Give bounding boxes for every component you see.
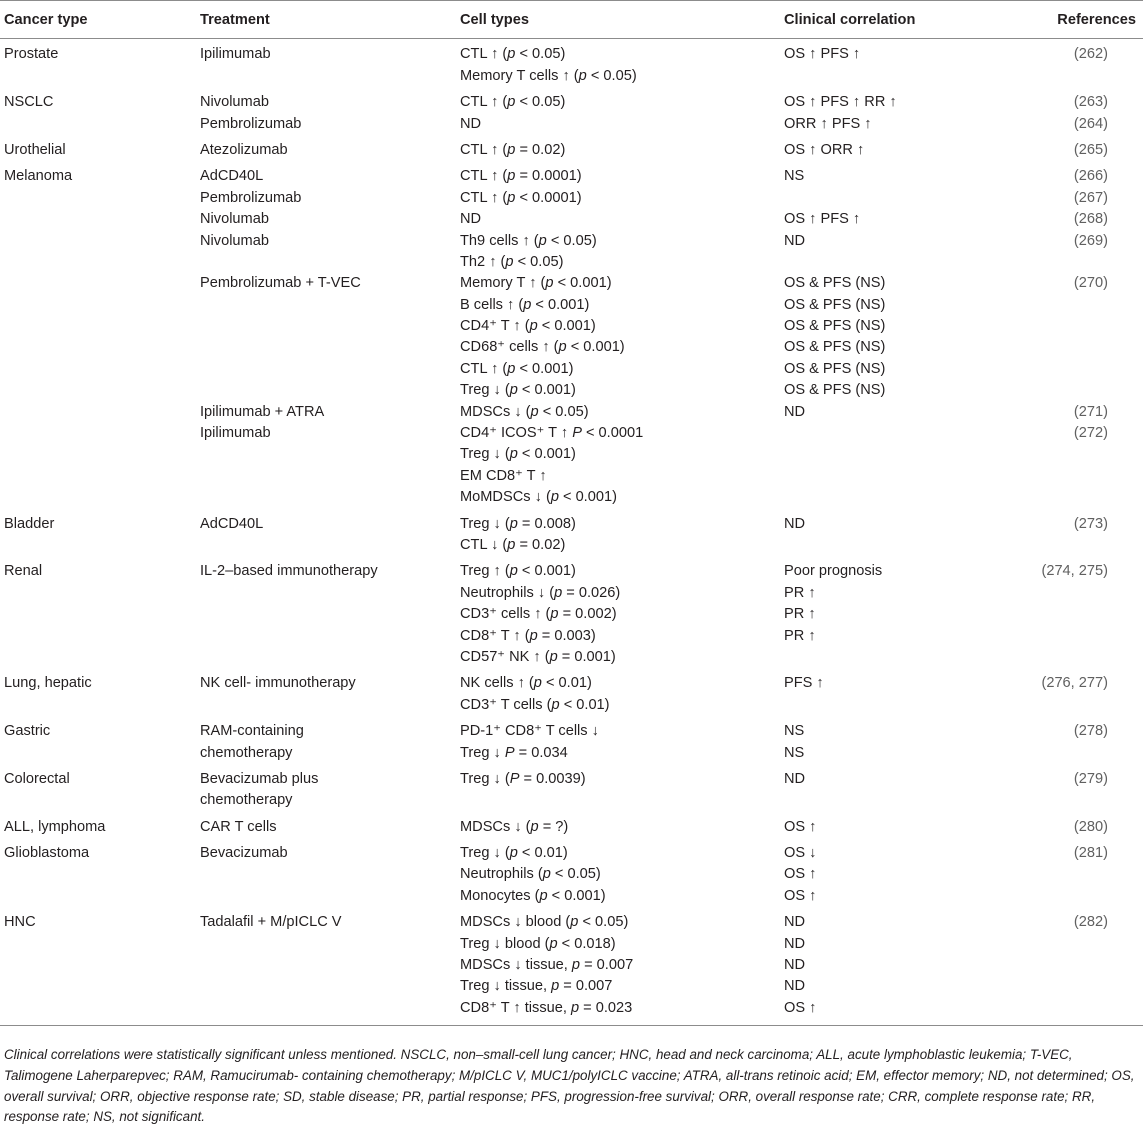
references-line [1024, 583, 1108, 604]
clinical-correlation-line: OS ↑ [784, 999, 817, 1016]
cell-types-line: CTL ↑ (p = 0.0001) [460, 168, 582, 185]
cell-types-line: CTL ↑ (p < 0.05) [460, 46, 566, 63]
table-row [0, 39, 1143, 89]
references-line [1024, 743, 1108, 764]
cell-types-line: CTL ↑ (p = 0.02) [460, 141, 566, 158]
clinical-correlation-line: PFS ↑ [784, 675, 824, 692]
cell-types-line: ND [460, 211, 482, 228]
references-line [1024, 337, 1108, 358]
references-line: (274, 275) [1041, 563, 1108, 580]
treatment-line: Bevacizumab [200, 845, 288, 862]
treatment-line: Nivolumab [200, 232, 269, 249]
clinical-correlation-line: OS ↑ PFS ↑ [784, 46, 861, 63]
references-line [1024, 976, 1108, 997]
cancer-type-label: ALL, lymphoma [4, 818, 106, 835]
treatment-line: Ipilimumab [200, 46, 271, 63]
references-line: (264) [1073, 115, 1108, 132]
cell-types-line: Treg ↑ (p < 0.001) [460, 563, 576, 580]
treatment-cell [200, 137, 460, 163]
references-cell [1024, 909, 1143, 1025]
cell-types-line: MoMDSCs ↓ (p < 0.001) [460, 489, 617, 506]
references-line [1024, 252, 1108, 273]
clinical-correlation-line: PR ↑ [784, 627, 816, 644]
clinical-correlation-line: OS & PFS (NS) [784, 275, 886, 292]
clinical-correlation-line: OS & PFS (NS) [784, 296, 886, 313]
cell-types-line: MDSCs ↓ blood (p < 0.05) [460, 914, 629, 931]
cell-types-line: Memory T cells ↑ (p < 0.05) [460, 67, 637, 84]
treatment-line [200, 252, 460, 273]
cancer-type-cell [0, 909, 200, 1025]
cell-types-line: EM CD8⁺ T ↑ [460, 467, 547, 484]
treatment-line: RAM-containing [200, 723, 304, 740]
cell-types-line: CTL ↑ (p < 0.0001) [460, 189, 582, 206]
treatment-line: Tadalafil + M/pICLC V [200, 914, 342, 931]
cell-types-line: MDSCs ↓ (p = ?) [460, 818, 569, 835]
cell-types-line: Memory T ↑ (p < 0.001) [460, 275, 612, 292]
clinical-correlation-line: ND [784, 403, 806, 420]
cancer-type-cell [0, 137, 200, 163]
cell-types-line: Treg ↓ (p < 0.01) [460, 845, 568, 862]
treatment-cell [200, 670, 460, 718]
cancer-type-cell [0, 840, 200, 909]
treatment-line [200, 316, 460, 337]
treatment-cell [200, 511, 460, 559]
references-line [1024, 790, 1108, 811]
cell-types-line: Treg ↓ (p = 0.008) [460, 515, 576, 532]
references-line [1024, 316, 1108, 337]
table-row [0, 89, 1143, 137]
table-row [0, 909, 1143, 1025]
treatment-line [200, 583, 460, 604]
cell-types-line: Neutrophils (p < 0.05) [460, 866, 601, 883]
table-row [0, 137, 1143, 163]
clinical-correlation-line [784, 535, 1024, 556]
cell-types-cell [460, 909, 784, 1025]
treatment-line [200, 66, 460, 87]
references-line: (272) [1073, 425, 1108, 442]
treatment-line: chemotherapy [200, 792, 293, 809]
cell-types-line: MDSCs ↓ tissue, p = 0.007 [460, 957, 634, 974]
references-line [1024, 604, 1108, 625]
cell-types-line: Th2 ↑ (p < 0.05) [460, 253, 564, 270]
clinical-correlation-cell [784, 163, 1024, 510]
references-cell [1024, 766, 1143, 814]
treatment-line: CAR T cells [200, 818, 277, 835]
clinical-correlation-cell [784, 840, 1024, 909]
cancer-type-cell [0, 814, 200, 840]
references-cell [1024, 814, 1143, 840]
cancer-type-label: Bladder [4, 515, 55, 532]
treatment-line: AdCD40L [200, 515, 264, 532]
table-row [0, 814, 1143, 840]
clinical-correlation-line: NS [784, 723, 805, 740]
clinical-correlation-line: Poor prognosis [784, 563, 883, 580]
treatment-cell [200, 766, 460, 814]
references-line [1024, 864, 1108, 885]
references-line [1024, 955, 1108, 976]
cancer-type-label: Colorectal [4, 770, 70, 787]
cell-types-line: CD8⁺ T ↑ tissue, p = 0.023 [460, 999, 633, 1016]
treatment-line [200, 934, 460, 955]
treatment-line [200, 359, 460, 380]
treatment-line [200, 886, 460, 907]
treatment-line [200, 466, 460, 487]
table-header [0, 1, 1143, 39]
treatment-line [200, 535, 460, 556]
clinical-correlation-line [784, 66, 1024, 87]
cell-types-line: Treg ↓ (p < 0.001) [460, 446, 576, 463]
treatment-line [200, 380, 460, 401]
clinical-correlation-line: OS & PFS (NS) [784, 360, 886, 377]
clinical-correlation-line: OS & PFS (NS) [784, 382, 886, 399]
cell-types-line: CD8⁺ T ↑ (p = 0.003) [460, 627, 596, 644]
clinical-correlation-line: OS ↑ PFS ↑ [784, 211, 861, 228]
treatment-cell [200, 163, 460, 510]
clinical-correlation-line: ND [784, 232, 806, 249]
cell-types-line: CTL ↓ (p = 0.02) [460, 537, 566, 553]
references-line: (271) [1073, 403, 1108, 420]
clinical-correlation-line: ND [784, 914, 806, 931]
cell-types-line: CTL ↑ (p < 0.001) [460, 360, 574, 377]
references-line [1024, 444, 1108, 465]
clinical-correlation-line: ORR ↑ PFS ↑ [784, 115, 872, 132]
references-line: (269) [1073, 232, 1108, 249]
clinical-correlation-line: ND [784, 978, 806, 995]
cell-types-line: Treg ↓ (P = 0.0039) [460, 770, 586, 787]
references-line: (282) [1073, 914, 1108, 931]
cancer-type-label: Lung, hepatic [4, 675, 92, 692]
clinical-correlation-line: PR ↑ [784, 606, 816, 623]
clinical-correlation-cell [784, 39, 1024, 89]
clinical-correlation-line: OS ↑ [784, 887, 817, 904]
references-cell [1024, 163, 1143, 510]
header-treatment: Treatment [200, 1, 460, 39]
clinical-correlation-cell [784, 766, 1024, 814]
clinical-correlation-line: ND [784, 935, 806, 952]
table-row [0, 511, 1143, 559]
references-line [1024, 487, 1108, 508]
clinical-correlation-line: NS [784, 168, 805, 185]
cancer-type-label: Renal [4, 563, 43, 580]
treatment-line [200, 976, 460, 997]
references-line: (265) [1073, 141, 1108, 158]
treatment-line: Bevacizumab plus [200, 770, 319, 787]
cancer-type-label: Gastric [4, 723, 51, 740]
header-cancer-type: Cancer type [0, 1, 200, 39]
references-line [1024, 626, 1108, 647]
treatment-line: Ipilimumab + ATRA [200, 403, 325, 420]
cell-types-line: Th9 cells ↑ (p < 0.05) [460, 232, 597, 249]
clinical-correlation-line [784, 647, 1024, 668]
clinical-correlation-line [784, 188, 1024, 209]
cell-types-line: NK cells ↑ (p < 0.01) [460, 675, 592, 692]
treatment-line: chemotherapy [200, 744, 293, 761]
references-line [1024, 934, 1108, 955]
cell-types-cell [460, 89, 784, 137]
treatment-line: IL-2–based immunotherapy [200, 563, 378, 580]
clinical-correlation-cell [784, 558, 1024, 670]
references-cell [1024, 137, 1143, 163]
table-row [0, 766, 1143, 814]
cancer-type-label: NSCLC [4, 94, 54, 111]
cell-types-line: ND [460, 115, 482, 132]
cancer-type-label: HNC [4, 914, 36, 931]
references-line: (281) [1073, 845, 1108, 862]
references-cell [1024, 39, 1143, 89]
treatment-cell [200, 909, 460, 1025]
cancer-type-label: Glioblastoma [4, 845, 90, 862]
treatment-line [200, 487, 460, 508]
cell-types-cell [460, 718, 784, 766]
cell-types-line: CD4⁺ ICOS⁺ T ↑ P < 0.0001 [460, 425, 644, 442]
treatment-line: Pembrolizumab [200, 189, 302, 206]
cell-types-cell [460, 39, 784, 89]
cell-types-line: PD-1⁺ CD8⁺ T cells ↓ [460, 723, 599, 740]
references-line: (280) [1073, 818, 1108, 835]
clinical-correlation-line: OS ↑ [784, 818, 817, 835]
cell-types-line: CD68⁺ cells ↑ (p < 0.001) [460, 339, 625, 356]
cell-types-line: MDSCs ↓ (p < 0.05) [460, 403, 589, 420]
cell-types-cell [460, 814, 784, 840]
cell-types-line: Treg ↓ blood (p < 0.018) [460, 935, 616, 952]
cell-types-cell [460, 558, 784, 670]
cell-types-line: Treg ↓ tissue, p = 0.007 [460, 978, 613, 995]
references-line: (262) [1073, 46, 1108, 63]
references-cell [1024, 89, 1143, 137]
cell-types-cell [460, 670, 784, 718]
cell-types-line: Treg ↓ P = 0.034 [460, 744, 568, 761]
cell-types-line: Treg ↓ (p < 0.001) [460, 382, 576, 399]
cancer-type-cell [0, 718, 200, 766]
references-line: (276, 277) [1041, 675, 1108, 692]
cell-types-line: CD3⁺ cells ↑ (p = 0.002) [460, 606, 617, 623]
cell-types-line: Neutrophils ↓ (p = 0.026) [460, 584, 621, 601]
references-line [1024, 998, 1108, 1019]
treatment-line [200, 444, 460, 465]
clinical-correlation-cell [784, 718, 1024, 766]
clinical-correlation-line [784, 487, 1024, 508]
clinical-correlation-line: OS ↑ ORR ↑ [784, 141, 865, 158]
treatment-line: Nivolumab [200, 211, 269, 228]
cancer-type-cell [0, 511, 200, 559]
references-line: (279) [1073, 770, 1108, 787]
header-row [0, 1, 1143, 39]
references-cell [1024, 840, 1143, 909]
references-line: (278) [1073, 723, 1108, 740]
treatment-cell [200, 39, 460, 89]
treatment-line [200, 998, 460, 1019]
header-references: References [1024, 1, 1143, 39]
cancer-type-cell [0, 163, 200, 510]
table-footnote: Clinical correlations were statistically significant unless mentioned. NSCLC, non–small-cell lung cancer; HNC, head and neck carcinoma; ALL, acute lymphoblastic leukemia; T-VEC, Talimogene Laherparepvec; RAM, Ramucirumab- containing chemotherapy; M/pICLC V, MUC1/polyICLC vaccine; ATRA, all-trans retinoic acid; EM, effector memory; ND, not determined; OS, overall survival; ORR, objective response rate; SD, stable disease; PR, partial response; PFS, progression-free survival; ORR, overall response rate; CRR, complete response rate; RR, response rate; NS, not significant. [4, 1047, 1135, 1125]
cell-types-cell [460, 766, 784, 814]
treatment-line: Atezolizumab [200, 141, 288, 158]
treatment-line [200, 695, 460, 716]
treatment-line [200, 955, 460, 976]
references-line [1024, 359, 1108, 380]
cancer-type-label: Melanoma [4, 168, 73, 185]
clinical-correlation-line: OS ↑ PFS ↑ RR ↑ [784, 94, 897, 111]
cell-types-line: B cells ↑ (p < 0.001) [460, 296, 590, 313]
cell-types-cell [460, 840, 784, 909]
clinical-correlation-line: ND [784, 957, 806, 974]
cancer-type-cell [0, 89, 200, 137]
clinical-correlation-cell [784, 89, 1024, 137]
clinical-correlation-line [784, 466, 1024, 487]
cell-types-line: CD3⁺ T cells (p < 0.01) [460, 696, 610, 713]
cell-types-line: CD57⁺ NK ↑ (p = 0.001) [460, 648, 616, 665]
references-line [1024, 380, 1108, 401]
references-cell [1024, 670, 1143, 718]
references-line [1024, 295, 1108, 316]
clinical-correlation-cell [784, 137, 1024, 163]
treatment-line [200, 337, 460, 358]
clinical-correlation-line [784, 423, 1024, 444]
treatment-line: Pembrolizumab [200, 115, 302, 132]
treatment-line: AdCD40L [200, 168, 264, 185]
cell-types-line: Monocytes (p < 0.001) [460, 887, 606, 904]
references-cell [1024, 718, 1143, 766]
table-row [0, 163, 1143, 510]
references-line [1024, 647, 1108, 668]
cell-types-line [460, 790, 784, 811]
table-row [0, 670, 1143, 718]
treatment-line: Ipilimumab [200, 425, 271, 442]
references-cell [1024, 558, 1143, 670]
cancer-type-cell [0, 670, 200, 718]
clinical-correlation-line: PR ↑ [784, 584, 816, 601]
references-line: (266) [1073, 168, 1108, 185]
cancer-type-label: Prostate [4, 46, 59, 63]
treatment-cell [200, 814, 460, 840]
references-cell [1024, 511, 1143, 559]
cell-types-cell [460, 137, 784, 163]
cell-types-cell [460, 511, 784, 559]
clinical-correlation-line: ND [784, 770, 806, 787]
references-line [1024, 695, 1108, 716]
references-line [1024, 466, 1108, 487]
clinical-correlation-line [784, 695, 1024, 716]
header-clinical-correlation: Clinical correlation [784, 1, 1024, 39]
clinical-correlation-line: OS & PFS (NS) [784, 318, 886, 335]
clinical-correlation-line: OS ↑ [784, 866, 817, 883]
table-body [0, 39, 1143, 1026]
references-line: (273) [1073, 515, 1108, 532]
clinical-correlation-cell [784, 909, 1024, 1025]
references-line: (263) [1073, 94, 1108, 111]
treatment-line: Pembrolizumab + T-VEC [200, 275, 361, 292]
clinical-correlation-line: ND [784, 515, 806, 532]
references-line [1024, 535, 1108, 556]
header-cell-types: Cell types [460, 1, 784, 39]
cell-types-line: CTL ↑ (p < 0.05) [460, 94, 566, 111]
treatment-line [200, 864, 460, 885]
cancer-type-cell [0, 766, 200, 814]
clinical-correlation-line [784, 790, 1024, 811]
clinical-correlation-line: OS ↓ [784, 845, 817, 862]
references-line [1024, 886, 1108, 907]
clinical-correlation-cell [784, 670, 1024, 718]
cell-types-line: CD4⁺ T ↑ (p < 0.001) [460, 318, 596, 335]
clinical-correlation-line: OS & PFS (NS) [784, 339, 886, 356]
treatment-line [200, 295, 460, 316]
treatment-line [200, 626, 460, 647]
table-row [0, 718, 1143, 766]
clinical-correlation-cell [784, 511, 1024, 559]
treatment-line [200, 604, 460, 625]
clinical-correlation-line [784, 252, 1024, 273]
treatment-line: Nivolumab [200, 94, 269, 111]
clinical-correlation-line: NS [784, 744, 805, 761]
cancer-type-cell [0, 39, 200, 89]
cancer-type-label: Urothelial [4, 141, 66, 158]
references-line [1024, 66, 1108, 87]
cell-types-cell [460, 163, 784, 510]
table-row [0, 840, 1143, 909]
cancer-type-cell [0, 558, 200, 670]
treatment-cell [200, 840, 460, 909]
references-line: (270) [1073, 275, 1108, 292]
treatment-cell [200, 718, 460, 766]
treatment-cell [200, 558, 460, 670]
treatment-line: NK cell- immunotherapy [200, 675, 356, 692]
references-line: (268) [1073, 211, 1108, 228]
references-line: (267) [1073, 189, 1108, 206]
table-row [0, 558, 1143, 670]
clinical-correlation-line [784, 444, 1024, 465]
clinical-correlation-cell [784, 814, 1024, 840]
treatment-cell [200, 89, 460, 137]
treatment-line [200, 647, 460, 668]
